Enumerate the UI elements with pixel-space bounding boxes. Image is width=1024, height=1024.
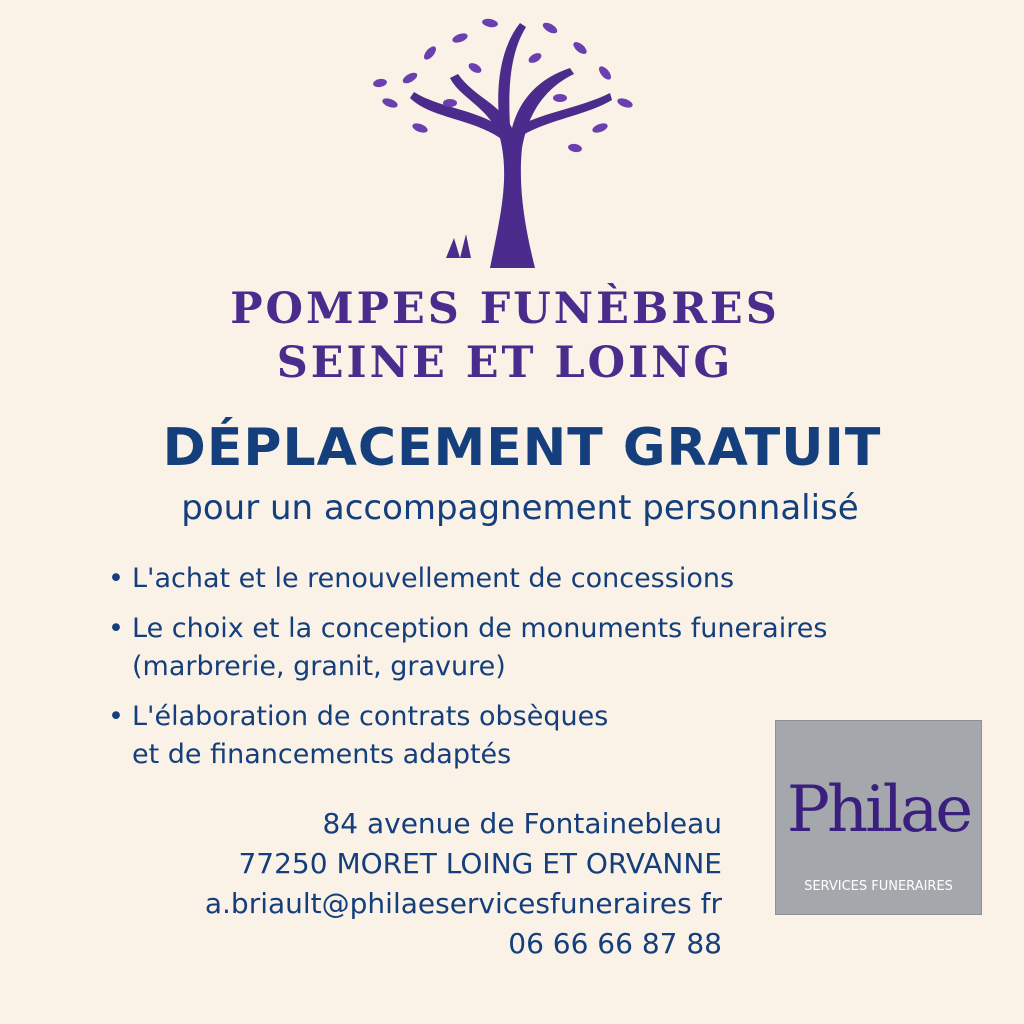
bullet-icon: • <box>108 563 124 594</box>
philae-logo-name: Philae <box>786 773 971 847</box>
list-item-text: et de financements adaptés <box>132 739 512 770</box>
subtitle: pour un accompagnement personnalisé <box>181 488 859 528</box>
philae-logo <box>775 720 982 915</box>
list-item <box>108 610 827 686</box>
contact-block <box>205 804 722 964</box>
list-item <box>108 698 827 774</box>
bullet-icon: • <box>108 613 124 644</box>
philae-logo-tagline: SERVICES FUNERAIRES <box>804 879 953 894</box>
list-item <box>108 560 827 598</box>
list-item-text: (marbrerie, granit, gravure) <box>132 651 506 682</box>
list-item-text: L'achat et le renouvellement de concessions <box>132 563 735 594</box>
tree-logo-icon <box>350 8 650 273</box>
service-list <box>108 560 827 786</box>
contact-city: 77250 MORET LOING ET ORVANNE <box>238 847 722 880</box>
list-item-text: Le choix et la conception de monuments funeraires <box>132 613 828 644</box>
brand-title-line2: SEINE ET LOING <box>276 338 734 388</box>
brand-title-line1: POMPES FUNÈBRES <box>230 284 780 334</box>
bullet-icon: • <box>108 701 124 732</box>
contact-street: 84 avenue de Fontainebleau <box>322 807 722 840</box>
contact-email[interactable]: a.briault@philaeservicesfuneraires fr <box>204 887 722 920</box>
contact-phone[interactable]: 06 66 66 87 88 <box>508 927 722 960</box>
headline: DÉPLACEMENT GRATUIT <box>162 418 882 478</box>
list-item-text: L'élaboration de contrats obsèques <box>132 701 609 732</box>
